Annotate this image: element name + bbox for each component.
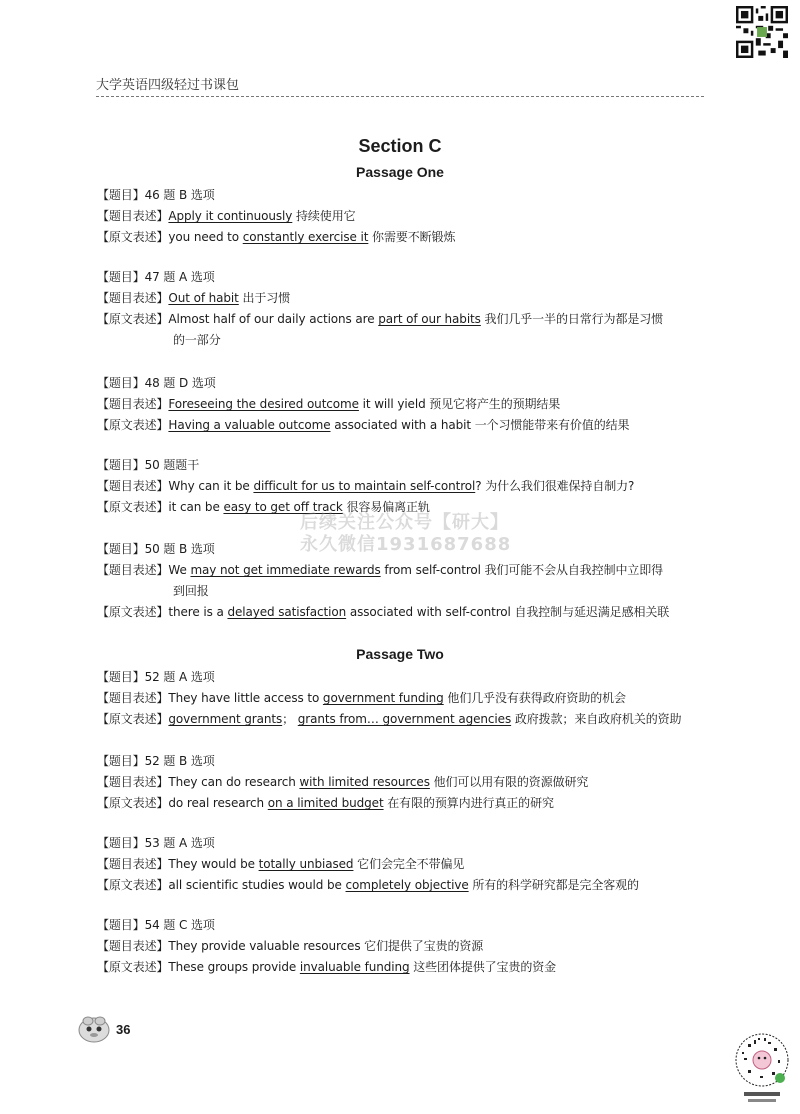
line-text: it will yield 预见它将产生的预期结果 [358, 397, 561, 411]
answer-line [97, 752, 215, 769]
line-text: 46 题 B 选项 [144, 188, 215, 202]
underlined-phrase: on a limited budget [267, 796, 384, 810]
underlined-phrase: invaluable funding [299, 960, 410, 974]
underlined-phrase: Out of habit [168, 291, 239, 305]
line-tag: 【原文表述】 [97, 312, 169, 326]
line-tag: 【题目表述】 [97, 691, 169, 705]
line-text: They provide valuable resources 它们提供了宝贵的资源 [168, 939, 484, 953]
line-text: 50 题 B 选项 [144, 542, 215, 556]
qr-code-top [736, 6, 788, 58]
line-tag: 【原文表述】 [97, 605, 169, 619]
underlined-phrase: Apply it continuously [168, 209, 293, 223]
passage-title: Passage Two [356, 646, 444, 662]
header-divider [96, 96, 704, 97]
line-tag: 【题目表述】 [97, 775, 169, 789]
watermark-line-2: 永久微信1931687688 [300, 534, 512, 555]
answer-line [97, 374, 216, 391]
line-text: 47 题 A 选项 [144, 270, 215, 284]
answer-line [97, 603, 669, 620]
underlined-phrase: totally unbiased [258, 857, 354, 871]
book-header-title: 大学英语四级轻过书课包 [96, 78, 240, 93]
underlined-phrase: delayed satisfaction [227, 605, 347, 619]
line-text: They can do research [168, 775, 300, 789]
watermark-line-1: 后续关注公众号【研大】 [300, 512, 509, 533]
line-text: associated with self-control 自我控制与延迟满足感相关联 [346, 605, 670, 619]
line-tag: 【原文表述】 [97, 418, 169, 432]
line-text: 53 题 A 选项 [144, 836, 215, 850]
underlined-phrase: Having a valuable outcome [168, 418, 331, 432]
answer-line [97, 916, 215, 933]
line-text: you need to [168, 230, 243, 244]
answer-line [97, 268, 215, 285]
page-number: 36 [116, 1022, 131, 1037]
underlined-phrase: grants from… government agencies [297, 712, 512, 726]
line-tag: 【题目表述】 [97, 397, 169, 411]
answer-line [97, 477, 634, 494]
line-text: 出于习惯 [238, 291, 291, 305]
answer-line [97, 794, 554, 811]
line-tag: 【题目】 [97, 458, 145, 472]
answer-line [97, 710, 681, 727]
mascot-icon [76, 1012, 112, 1044]
line-text: 52 题 A 选项 [144, 670, 215, 684]
answer-line [97, 855, 464, 872]
line-text: ； [282, 712, 298, 726]
line-tag: 【题目表述】 [97, 857, 169, 871]
line-text: 很容易偏离正轨 [342, 500, 430, 514]
underlined-phrase: part of our habits [378, 312, 481, 326]
line-tag: 【原文表述】 [97, 500, 169, 514]
answer-line [97, 289, 290, 306]
underlined-phrase: government funding [322, 691, 444, 705]
line-tag: 【原文表述】 [97, 230, 169, 244]
line-text: 政府拨款；来自政府机关的资助 [511, 712, 682, 726]
line-text: 到回报 [173, 584, 209, 598]
line-tag: 【题目表述】 [97, 479, 169, 493]
underlined-phrase: may not get immediate rewards [190, 563, 381, 577]
line-text: 这些团体提供了宝贵的资金 [409, 960, 557, 974]
line-text: do real research [168, 796, 268, 810]
line-tag: 【原文表述】 [97, 796, 169, 810]
line-text: 50 题题干 [144, 458, 200, 472]
line-text: Almost half of our daily actions are [168, 312, 379, 326]
line-tag: 【题目表述】 [97, 291, 169, 305]
underlined-phrase: with limited resources [299, 775, 430, 789]
passage-title: Passage One [356, 164, 444, 180]
line-tag: 【题目表述】 [97, 939, 169, 953]
line-tag: 【题目】 [97, 670, 145, 684]
line-tag: 【题目表述】 [97, 563, 169, 577]
line-tag: 【原文表述】 [97, 712, 169, 726]
watermark [300, 512, 511, 556]
line-tag: 【题目】 [97, 188, 145, 202]
line-text: 他们几乎没有获得政府资助的机会 [443, 691, 626, 705]
line-tag: 【题目】 [97, 376, 145, 390]
line-text: 48 题 D 选项 [144, 376, 216, 390]
answer-line [97, 773, 588, 790]
line-text: 54 题 C 选项 [144, 918, 215, 932]
line-text: 持续使用它 [292, 209, 356, 223]
line-text: ? 为什么我们很难保持自制力? [475, 479, 635, 493]
line-tag: 【原文表述】 [97, 878, 169, 892]
answer-line [97, 416, 629, 433]
answer-line [97, 540, 215, 557]
line-tag: 【题目】 [97, 542, 145, 556]
line-tag: 【题目】 [97, 754, 145, 768]
answer-line [97, 668, 215, 685]
qr-code-bottom [734, 1030, 790, 1106]
answer-line [173, 582, 209, 599]
answer-line [97, 310, 663, 327]
line-text: all scientific studies would be [168, 878, 346, 892]
line-text: from self-control 我们可能不会从自我控制中立即得 [380, 563, 664, 577]
section-title: Section C [358, 136, 442, 156]
line-text: They have little access to [168, 691, 323, 705]
underlined-phrase: completely objective [345, 878, 469, 892]
line-text: associated with a habit 一个习惯能带来有价值的结果 [330, 418, 630, 432]
line-text: 它们会完全不带偏见 [353, 857, 465, 871]
line-text: 52 题 B 选项 [144, 754, 215, 768]
underlined-phrase: easy to get off track [223, 500, 343, 514]
line-text: We [168, 563, 191, 577]
answer-line [173, 331, 221, 348]
answer-line [97, 228, 455, 245]
answer-line [97, 834, 215, 851]
line-tag: 【题目】 [97, 836, 145, 850]
line-text: 你需要不断锻炼 [368, 230, 456, 244]
answer-line [97, 561, 663, 578]
line-tag: 【原文表述】 [97, 960, 169, 974]
answer-line [97, 876, 639, 893]
answer-line [97, 186, 215, 203]
line-text: 在有限的预算内进行真正的研究 [383, 796, 554, 810]
answer-line [97, 207, 356, 224]
answer-line [97, 937, 483, 954]
answer-line [97, 689, 626, 706]
line-text: 他们可以用有限的资源做研究 [429, 775, 589, 789]
line-text: These groups provide [168, 960, 300, 974]
answer-line [97, 958, 556, 975]
line-tag: 【题目】 [97, 270, 145, 284]
underlined-phrase: difficult for us to maintain self-control [253, 479, 476, 493]
line-text: 我们几乎一半的日常行为都是习惯 [480, 312, 664, 326]
underlined-phrase: constantly exercise it [242, 230, 369, 244]
underlined-phrase: government grants [168, 712, 283, 726]
line-text: there is a [168, 605, 228, 619]
line-text: They would be [168, 857, 259, 871]
line-tag: 【题目】 [97, 918, 145, 932]
line-text: Why can it be [168, 479, 254, 493]
answer-line [97, 395, 560, 412]
underlined-phrase: Foreseeing the desired outcome [168, 397, 359, 411]
line-text: it can be [168, 500, 224, 514]
line-tag: 【题目表述】 [97, 209, 169, 223]
line-text: 的一部分 [173, 333, 221, 347]
line-text: 所有的科学研究都是完全客观的 [468, 878, 639, 892]
answer-line [97, 456, 199, 473]
